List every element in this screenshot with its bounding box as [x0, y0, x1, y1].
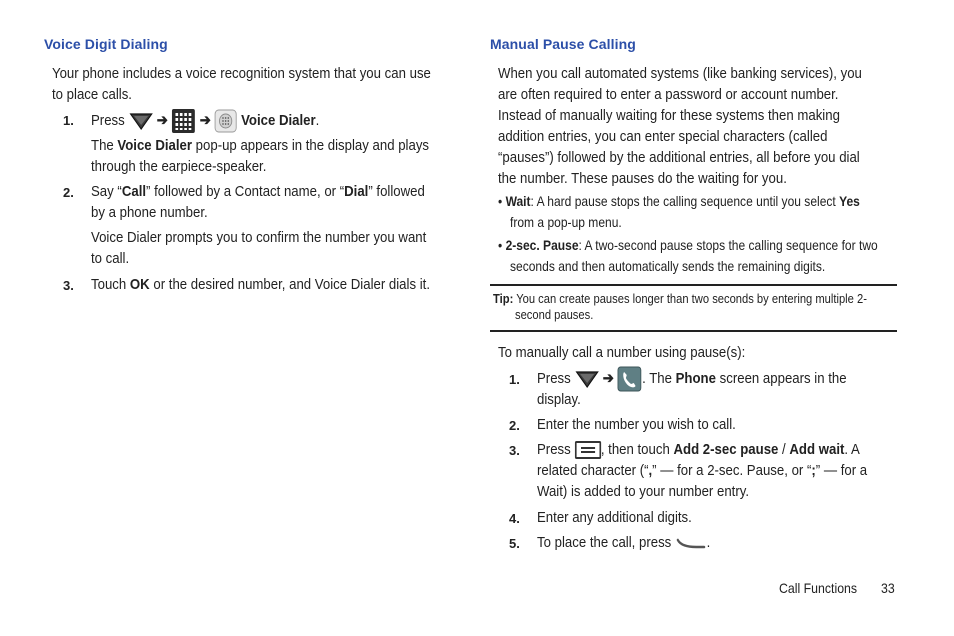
- intro-line-1: When you call automated systems (like banking services), you: [498, 65, 862, 82]
- step-3-line: Touch OK or the desired number, and Voice Dialer dials it.: [91, 276, 430, 293]
- menu-down-arrow-icon: [574, 369, 599, 389]
- bullet-wait-line-2: from a pop-up menu.: [510, 214, 622, 230]
- step-1-instruction: Press ➔ ➔ Voice Dialer.: [91, 108, 319, 134]
- section-heading-manual-pause-calling: Manual Pause Calling: [490, 36, 636, 52]
- bullet-2sec-line-1: • 2-sec. Pause: A two-second pause stops the calling sequence for two: [498, 237, 878, 253]
- footer-section-name: Call Functions: [779, 580, 858, 596]
- step-number: 2.: [509, 418, 520, 433]
- manual-step-3-line-1: Press , then touch Add 2-sec pause / Add wait. A: [537, 441, 860, 458]
- manual-step-4: Enter any additional digits.: [537, 509, 692, 526]
- step-2-prompt-line-2: to call.: [91, 250, 130, 267]
- step-2-prompt-line-1: Voice Dialer prompts you to confirm the number you want: [91, 229, 427, 246]
- section-heading-voice-digit-dialing: Voice Digit Dialing: [44, 36, 168, 52]
- step-number: 1.: [63, 113, 74, 128]
- manual-step-3-line-2: related character (“,” — for a 2-sec. Pause, or “;” — for a: [537, 462, 868, 479]
- intro-line-1: Your phone includes a voice recognition system that you can use: [52, 65, 431, 82]
- manual-step-1-line-2: display.: [537, 391, 581, 408]
- manual-step-1-line-1: Press ➔ . The Phone screen appears in the: [537, 366, 847, 392]
- manual-step-2: Enter the number you wish to call.: [537, 416, 736, 433]
- arrow-glyph: ➔: [156, 111, 168, 129]
- page-number: 33: [881, 580, 895, 596]
- step-2-line-2: by a phone number.: [91, 204, 208, 221]
- step-number: 4.: [509, 511, 520, 526]
- tip-top-rule: [490, 284, 897, 286]
- tip-bottom-rule: [490, 330, 897, 332]
- intro-line-6: the number. These pauses do the waiting for you.: [498, 170, 787, 187]
- menu-key-icon: [574, 441, 600, 459]
- manual-step-3-line-3: Wait) is added to your number entry.: [537, 483, 750, 500]
- bullet-2sec-line-2: seconds and then automatically sends the remaining digits.: [510, 258, 826, 274]
- menu-down-arrow-icon: [128, 111, 153, 131]
- send-key-icon: [675, 536, 707, 550]
- manual-step-5: To place the call, press .: [537, 534, 711, 551]
- step-2-line-1: Say “Call” followed by a Contact name, or “Dial” followed: [91, 183, 425, 200]
- step-1-detail-line-2: through the earpiece-speaker.: [91, 158, 267, 175]
- voice-dialer-label: Voice Dialer: [241, 111, 316, 129]
- step-number: 3.: [509, 443, 520, 458]
- applications-grid-icon: [171, 108, 196, 134]
- intro-line-5: “pauses”) followed by the additional entries, all before you dial: [498, 149, 860, 166]
- bullet-wait-line-1: • Wait: A hard pause stops the calling sequence until you select Yes: [498, 193, 860, 209]
- arrow-glyph: ➔: [199, 111, 211, 129]
- press-text: Press: [91, 111, 125, 129]
- step-number: 1.: [509, 372, 520, 387]
- intro-line-2: to place calls.: [52, 86, 132, 103]
- step-number: 3.: [63, 278, 74, 293]
- step-number: 2.: [63, 185, 74, 200]
- phone-icon: [617, 366, 642, 392]
- arrow-glyph: ➔: [602, 369, 614, 387]
- step-number: 5.: [509, 536, 520, 551]
- intro-line-2: are often required to enter a password or account number.: [498, 86, 839, 103]
- lead-sentence: To manually call a number using pause(s):: [498, 344, 746, 361]
- tip-line-1: Tip: You can create pauses longer than two seconds by entering multiple 2-: [493, 291, 867, 306]
- tip-line-2: second pauses.: [515, 307, 594, 322]
- step-1-detail-line-1: The Voice Dialer pop-up appears in the display and plays: [91, 137, 430, 154]
- intro-line-3: Instead of manually waiting for these systems then making: [498, 107, 840, 124]
- intro-line-4: addition entries, you can enter special characters (called: [498, 128, 828, 145]
- voice-dialer-icon: [215, 109, 238, 133]
